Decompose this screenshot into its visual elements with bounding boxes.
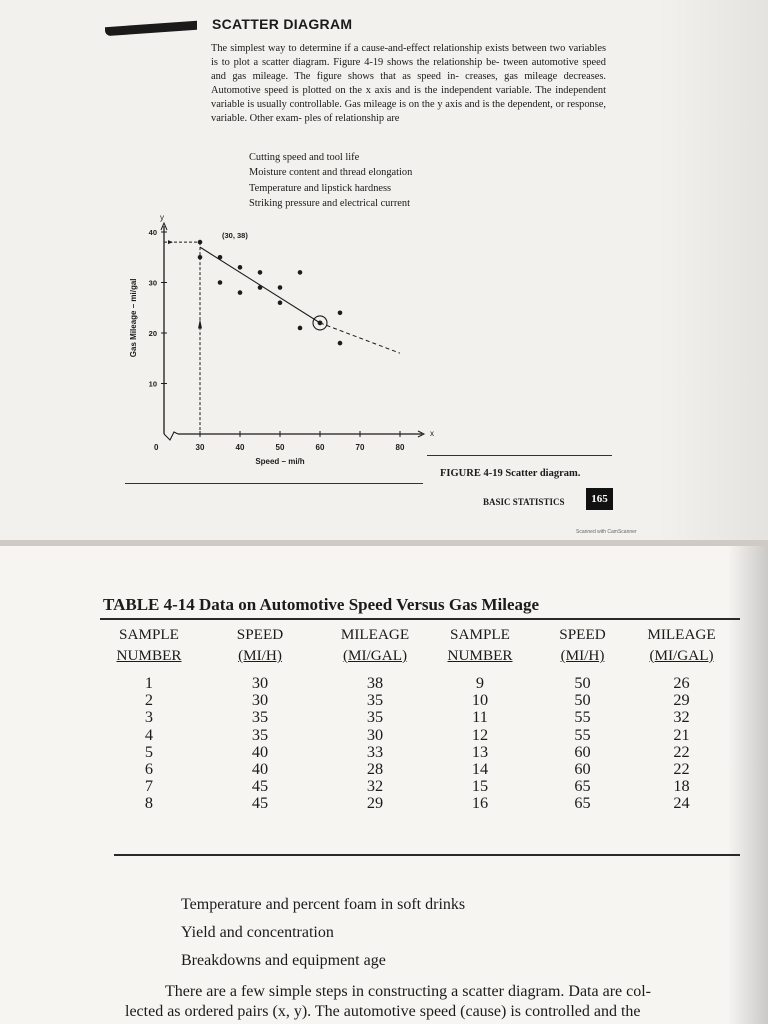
intro-line: The simplest way to determine if a cause-and-effect relationship exists between (211, 43, 547, 54)
section-title: SCATTER DIAGRAM (212, 16, 353, 32)
table-cell: 30 (251, 673, 269, 692)
table-cell: 55 (574, 724, 591, 744)
body-paragraph-line: lected as ordered pairs (x, y). The automotive speed (cause) is controlled and the (125, 1003, 641, 1020)
x-tick-label: 80 (395, 443, 405, 452)
intro-line: two variables is to plot a scatter diagram. Figure 4-19 shows the relationship be- (211, 43, 606, 68)
data-point (298, 270, 303, 275)
column-header (630, 624, 733, 674)
list-item: Breakdowns and equipment age (181, 952, 386, 969)
header-line: MILEAGE (340, 626, 410, 643)
table-cell: 22 (673, 741, 690, 761)
column-header (195, 624, 325, 674)
header-line: SPEED (559, 626, 606, 643)
intro-line: ples of relationship are (304, 112, 400, 124)
table-cell: 40 (251, 759, 269, 779)
table-cell: 32 (673, 707, 690, 727)
table-cell: 10 (471, 690, 489, 710)
table-cell: 35 (366, 707, 384, 727)
x-tick-label: 70 (355, 443, 365, 452)
y-tick-label: 10 (148, 379, 157, 389)
figure-caption: FIGURE 4-19 Scatter diagram. (440, 468, 581, 479)
list-item: Yield and concentration (181, 924, 334, 941)
data-point (338, 341, 343, 346)
table-row (103, 760, 733, 777)
y-tick-label: 30 (148, 278, 157, 288)
table-cell: 28 (366, 759, 384, 779)
column-header (325, 624, 425, 674)
table-cell: 11 (472, 707, 488, 727)
table-cell: 60 (574, 741, 591, 761)
header-line: MILEAGE (647, 626, 716, 643)
header-line: SAMPLE (450, 626, 510, 643)
table-cell: 14 (471, 759, 489, 779)
table-cell: 22 (673, 759, 690, 779)
header-line: (MI/H) (560, 647, 605, 664)
column-header (425, 624, 535, 674)
x-axis-letter: x (430, 429, 434, 438)
data-point (218, 280, 223, 285)
intro-line: tween automotive speed and gas mileage. The figure shows that as speed in- (211, 56, 606, 82)
data-point (298, 326, 303, 331)
table-cell: 16 (471, 793, 489, 813)
table-cell: 50 (574, 673, 591, 692)
list-item: Moisture content and thread elongation (249, 167, 413, 179)
data-point (318, 321, 323, 326)
scatter-chart (124, 213, 434, 472)
list-item: Temperature and lipstick hardness (249, 182, 392, 194)
data-point (238, 290, 243, 295)
running-head: BASIC STATISTICS (483, 497, 565, 507)
guide-arrowhead (168, 240, 173, 244)
data-point (238, 265, 243, 270)
axis-break (164, 432, 178, 440)
data-point (278, 300, 283, 305)
table-cell: 12 (471, 724, 489, 744)
intro-line: creases, gas mileage decreases. Automotive speed is plotted on the x axis and is the (211, 70, 606, 96)
section-marker-bar (105, 21, 197, 36)
caption-rule (427, 455, 612, 456)
y-axis-title: Gas Mileage – mi/gal (129, 278, 138, 358)
table-cell: 33 (366, 741, 384, 761)
data-point (258, 270, 263, 275)
table-cell: 65 (574, 776, 591, 796)
page-shadow (658, 0, 768, 540)
table-cell: 29 (366, 793, 384, 813)
x-tick-label: 50 (275, 443, 285, 452)
x-tick-label: 30 (195, 443, 205, 452)
table-row (103, 708, 733, 725)
data-point (278, 285, 283, 290)
guide-arrowhead (198, 319, 202, 329)
table-row (103, 777, 733, 794)
table-cell: 65 (574, 793, 591, 813)
figure-base-rule (125, 483, 423, 484)
table-cell: 13 (471, 741, 489, 761)
table-cell: 26 (673, 673, 690, 692)
y-axis-letter: y (160, 213, 164, 222)
table-cell: 8 (144, 793, 154, 813)
table-row (103, 674, 733, 691)
data-point (338, 311, 343, 316)
data-table (103, 624, 733, 812)
scanner-watermark: Scanned with CamScanner (576, 529, 637, 535)
table-cell: 4 (144, 724, 154, 744)
examples-list (249, 150, 412, 212)
intro-line: independent variable. The independent variable is usually controllable. Gas (211, 84, 606, 110)
intro-paragraph (211, 42, 606, 125)
x-axis-title: Speed – mi/h (255, 457, 305, 466)
header-line: NUMBER (447, 647, 513, 664)
table-cell: 45 (251, 776, 269, 796)
table-cell: 7 (144, 776, 154, 796)
body-paragraph-line: There are a few simple steps in constructing a scatter diagram. Data are col- (165, 983, 652, 1000)
intro-line: mileage is on the y axis and is the dependent, or response, variable. Other exam- (211, 98, 606, 124)
table-cell: 40 (251, 741, 269, 761)
x-tick-label: 60 (315, 443, 325, 452)
list-item: Striking pressure and electrical current (249, 198, 410, 210)
table-cell: 35 (251, 707, 269, 727)
table-cell: 29 (673, 690, 690, 710)
table-title: TABLE 4-14 Data on Automotive Speed Versus Gas Mileage (103, 595, 540, 614)
header-line: SAMPLE (119, 626, 179, 643)
table-cell: 24 (673, 793, 690, 813)
table-cell: 38 (366, 673, 384, 692)
column-header (535, 624, 630, 674)
table-cell: 5 (144, 741, 154, 761)
table-row (103, 726, 733, 743)
table-cell: 2 (144, 690, 154, 710)
header-line: (MI/H) (238, 647, 282, 664)
bottom-page (0, 546, 768, 1024)
table-row (103, 691, 733, 708)
data-point (258, 285, 263, 290)
table-cell: 30 (251, 690, 269, 710)
list-item: Temperature and percent foam in soft drinks (181, 896, 466, 913)
y-tick-label: 40 (148, 228, 157, 237)
table-cell: 6 (144, 759, 154, 779)
table-cell: 35 (366, 690, 384, 710)
data-point (198, 240, 203, 245)
table-cell: 18 (673, 776, 690, 796)
table-cell: 60 (574, 759, 591, 779)
table-cell: 32 (366, 776, 384, 796)
data-point (198, 255, 203, 260)
table-row (103, 743, 733, 760)
list-item: Cutting speed and tool life (249, 152, 360, 163)
table-cell: 50 (574, 690, 591, 710)
table-top-rule (100, 618, 740, 620)
table-cell: 30 (366, 724, 384, 744)
x-tick-label: 40 (235, 443, 245, 452)
trend-line (200, 247, 320, 323)
trend-line-extension (320, 323, 400, 353)
table-cell: 35 (251, 724, 269, 744)
point-annotation: (30, 38) (222, 231, 248, 241)
table-row (103, 794, 733, 811)
table-cell: 9 (475, 673, 485, 692)
data-point (218, 255, 223, 260)
table-cell: 3 (144, 707, 154, 727)
table-cell: 21 (673, 724, 690, 744)
more-examples-list (181, 891, 465, 975)
origin-label: 0 (154, 443, 159, 452)
header-line: NUMBER (116, 647, 182, 664)
table-cell: 45 (251, 793, 269, 813)
table-cell: 55 (574, 707, 591, 727)
column-header (103, 624, 195, 674)
header-line: (MI/GAL) (649, 647, 714, 664)
table-cell: 15 (471, 776, 489, 796)
table-bottom-rule (114, 854, 740, 856)
header-line: SPEED (236, 626, 284, 643)
page-number: 165 (586, 488, 613, 510)
y-tick-label: 20 (148, 329, 157, 338)
table-cell: 1 (144, 673, 154, 692)
table-header-row (103, 624, 733, 674)
header-line: (MI/GAL) (342, 647, 408, 664)
